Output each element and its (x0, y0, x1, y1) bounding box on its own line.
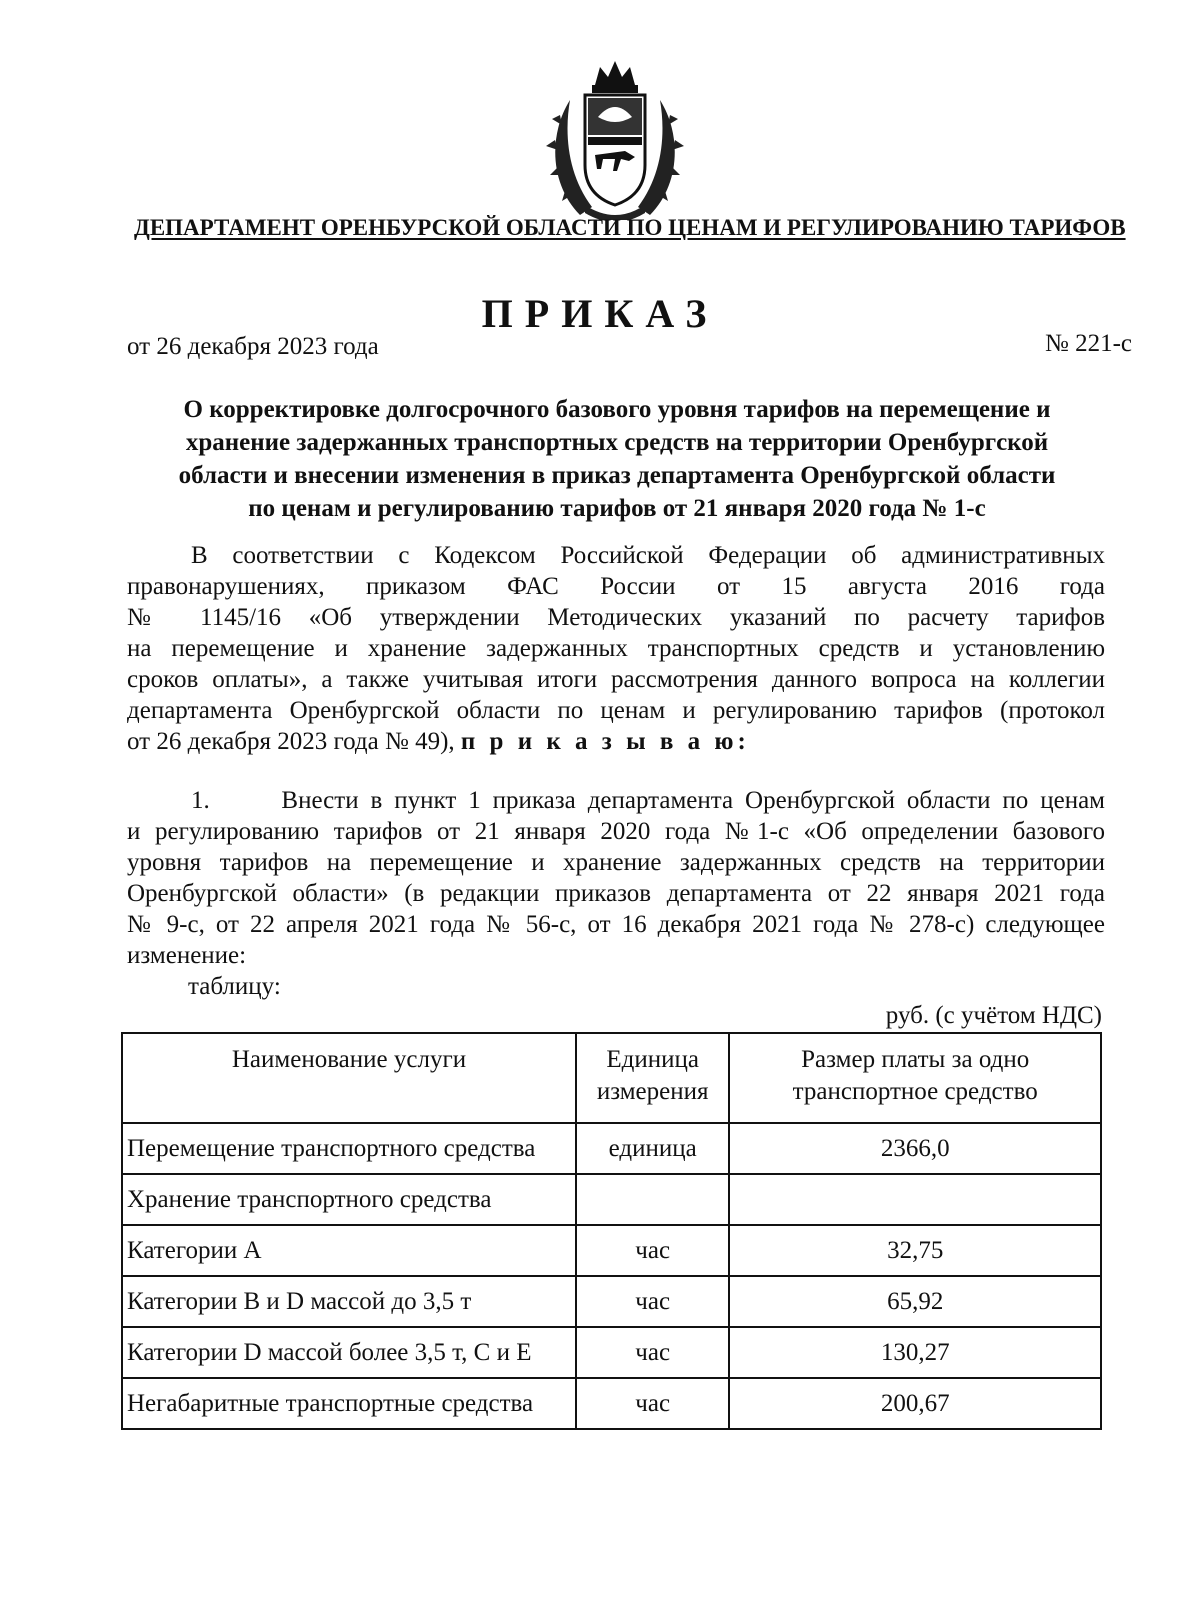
tariff-table (121, 1032, 1102, 1430)
preamble-line: сроков оплаты», а также учитывая итоги рассмотрения данного вопроса на коллегии (127, 666, 1105, 693)
preamble-paragraph (127, 540, 1105, 757)
price: 2366,0 (729, 1123, 1101, 1174)
preamble-line: правонарушениях, приказом ФАС России от 15 августа 2016 года (127, 573, 1105, 600)
service-name: Перемещение транспортного средства (122, 1123, 576, 1174)
preamble-last-line (127, 726, 1105, 757)
price: 130,27 (729, 1327, 1101, 1378)
heading-line: хранение задержанных транспортных средств на территории Оренбургской (185, 429, 1049, 456)
service-name: Категории D массой более 3,5 т, С и Е (122, 1327, 576, 1378)
unit (576, 1174, 729, 1225)
department-name: ДЕПАРТАМЕНТ ОРЕНБУРСКОЙ ОБЛАСТИ ПО ЦЕНАМ И РЕГУЛИРОВАНИЮ ТАРИФОВ (134, 215, 1126, 240)
price: 65,92 (729, 1276, 1101, 1327)
order-heading (127, 393, 1107, 525)
unit: час (576, 1276, 729, 1327)
preamble-line: № 1145/16 «Об утверждении Методических указаний по расчету тарифов (127, 604, 1105, 631)
unit: час (576, 1327, 729, 1378)
header-price: Размер платы за одно транспортное средство (729, 1033, 1101, 1123)
item-line: 1. Внести в пункт 1 приказа департамента Оренбургской области по ценам (191, 787, 1105, 814)
service-name: Негабаритные транспортные средства (122, 1378, 576, 1429)
price: 200,67 (729, 1378, 1101, 1429)
table-row (122, 1327, 1101, 1378)
item-line: и регулированию тарифов от 21 января 2020 года №1-с «Об определении базового (127, 818, 1105, 845)
document-type: ПРИКАЗ (481, 291, 719, 336)
units-note: руб. (с учётом НДС) (885, 1002, 1102, 1029)
table-header-row (122, 1033, 1101, 1123)
header-service: Наименование услуги (122, 1033, 576, 1123)
item-line: Оренбургской области» (в редакции приказов департамента от 22 января 2021 года (127, 880, 1105, 907)
header-unit: Единица измерения (576, 1033, 729, 1123)
preamble-line: департамента Оренбургской области по ценам и регулированию тарифов (протокол (127, 697, 1105, 724)
service-name: Категории В и D массой до 3,5 т (122, 1276, 576, 1327)
table-row (122, 1378, 1101, 1429)
price: 32,75 (729, 1225, 1101, 1276)
table-intro: таблицу: (188, 973, 281, 1000)
heading-line: О корректировке долгосрочного базового уровня тарифов на перемещение и (183, 396, 1051, 423)
item-1-paragraph (127, 785, 1105, 971)
preamble-line: В соответствии с Кодексом Российской Федерации об административных (191, 542, 1105, 569)
item-line: уровня тарифов на перемещение и хранение задержанных средств на территории (127, 849, 1105, 876)
unit: единица (576, 1123, 729, 1174)
order-number: № 221-с (1044, 330, 1132, 357)
preamble-line: на перемещение и хранение задержанных транспортных средств и установлению (127, 635, 1105, 662)
service-name: Категории А (122, 1225, 576, 1276)
unit: час (576, 1378, 729, 1429)
order-word: п р и к а з ы в а ю: (460, 728, 750, 755)
heading-line: по ценам и регулированию тарифов от 21 января 2020 года № 1-с (248, 495, 986, 522)
coat-of-arms-icon (540, 55, 690, 220)
preamble-line: от 26 декабря 2023 года № 49), (127, 728, 461, 755)
item-line: изменение: (127, 942, 247, 969)
price (729, 1174, 1101, 1225)
table-row (122, 1174, 1101, 1225)
table-row (122, 1225, 1101, 1276)
table-row (122, 1276, 1101, 1327)
order-date: от 26 декабря 2023 года (127, 333, 379, 360)
unit: час (576, 1225, 729, 1276)
service-name: Хранение транспортного средства (122, 1174, 576, 1225)
heading-line: области и внесении изменения в приказ департамента Оренбургской области (178, 462, 1056, 489)
table-row (122, 1123, 1101, 1174)
item-line: № 9-с, от 22 апреля 2021 года № 56-с, от 16 декабря 2021 года № 278-с) следующее (127, 911, 1105, 938)
